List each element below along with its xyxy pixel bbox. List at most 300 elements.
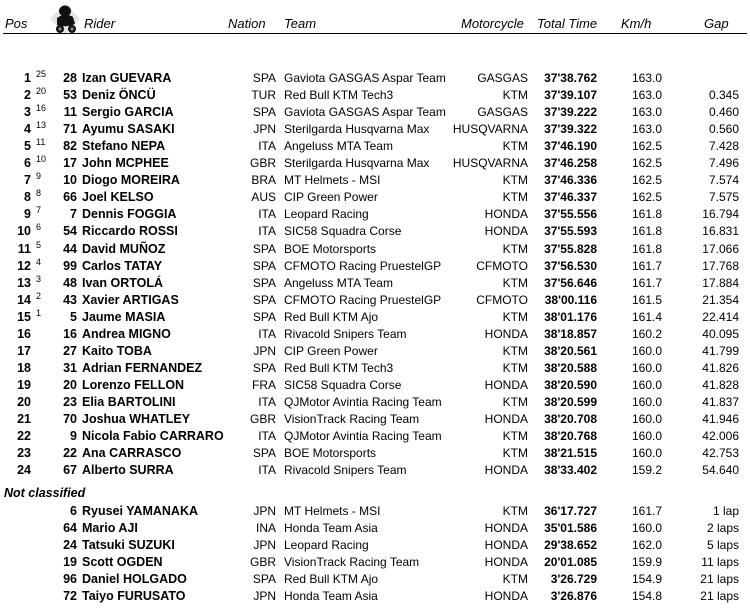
rider-number: 64: [63, 521, 77, 535]
motorcycle-brand: KTM: [502, 190, 528, 204]
gap-to-leader: 7.574: [708, 173, 739, 187]
row-position: 7: [24, 173, 31, 187]
gap-to-leader: 21 laps: [700, 589, 739, 603]
gap-to-leader: 16.831: [702, 224, 739, 238]
team-name: QJMotor Avintia Racing Team: [284, 395, 442, 409]
rider-name: Sergio GARCIA: [82, 105, 174, 119]
team-name: Honda Team Asia: [284, 589, 378, 603]
rider-nation: SPA: [252, 572, 276, 586]
average-speed: 162.5: [632, 156, 663, 170]
rider-name: Xavier ARTIGAS: [82, 293, 179, 307]
row-position: 18: [17, 361, 31, 375]
motorcycle-brand: KTM: [502, 504, 528, 518]
rider-name: Jaume MASIA: [82, 310, 166, 324]
gap-to-leader: 5 laps: [706, 538, 739, 552]
total-time: 36'17.727: [544, 504, 597, 518]
result-row: [0, 87, 750, 104]
team-name: Angeluss MTA Team: [284, 276, 393, 290]
results-header: [0, 0, 750, 40]
total-time: 35'01.586: [544, 521, 597, 535]
rider-number: 6: [70, 504, 77, 518]
row-position: 24: [17, 463, 31, 477]
rider-number: 9: [70, 429, 77, 443]
rider-nation: SPA: [252, 446, 276, 460]
motorcycle-brand: HONDA: [484, 224, 528, 238]
average-speed: 161.8: [632, 224, 663, 238]
rider-nation: SPA: [252, 276, 276, 290]
rider-name: Adrian FERNANDEZ: [82, 361, 203, 375]
average-speed: 160.0: [632, 412, 663, 426]
row-position: 8: [24, 190, 31, 204]
team-name: CIP Green Power: [284, 190, 378, 204]
rider-nation: AUS: [251, 190, 276, 204]
motorcycle-brand: KTM: [502, 361, 528, 375]
rider-name: Joshua WHATLEY: [82, 412, 191, 426]
result-row: [0, 326, 750, 343]
motorcycle-brand: HUSQVARNA: [452, 122, 528, 136]
gap-to-leader: 22.414: [702, 310, 739, 324]
motorcycle-brand: KTM: [502, 429, 528, 443]
total-time: 37'55.593: [544, 224, 597, 238]
motorcycle-brand: HONDA: [484, 521, 528, 535]
gap-to-leader: 16.794: [702, 207, 739, 221]
team-name: Red Bull KTM Tech3: [284, 88, 394, 102]
rider-name: Daniel HOLGADO: [82, 572, 187, 586]
rider-nation: INA: [255, 521, 276, 535]
motorcycle-brand: HUSQVARNA: [452, 156, 528, 170]
team-name: Rivacold Snipers Team: [284, 327, 407, 341]
row-position: 5: [24, 139, 31, 153]
row-position: 22: [17, 429, 31, 443]
rider-number: 7: [70, 207, 77, 221]
team-name: Leopard Racing: [284, 538, 369, 552]
rider-number: 5: [70, 310, 77, 324]
rider-nation: SPA: [252, 293, 276, 307]
team-name: BOE Motorsports: [284, 446, 377, 460]
gap-to-leader: 40.095: [702, 327, 739, 341]
header-total-time: Total Time: [537, 16, 598, 31]
total-time: 38'20.588: [544, 361, 597, 375]
average-speed: 160.0: [632, 344, 663, 358]
motorcycle-brand: HONDA: [484, 412, 528, 426]
team-name: Angeluss MTA Team: [284, 139, 393, 153]
rider-nation: TUR: [251, 88, 276, 102]
average-speed: 154.9: [632, 572, 663, 586]
motorcycle-brand: HONDA: [484, 327, 528, 341]
rider-nation: ITA: [258, 429, 276, 443]
team-name: VisionTrack Racing Team: [284, 412, 420, 426]
gap-to-leader: 41.826: [702, 361, 739, 375]
row-position: 15: [17, 310, 31, 324]
average-speed: 163.0: [632, 71, 663, 85]
rider-name: Stefano NEPA: [82, 139, 166, 153]
gap-to-leader: 17.884: [702, 276, 739, 290]
total-time: 38'00.116: [544, 293, 597, 307]
result-row: [0, 428, 750, 445]
result-row: [0, 241, 750, 258]
total-time: 38'20.708: [544, 412, 597, 426]
total-time: 38'20.561: [544, 344, 597, 358]
not-classified-row: [0, 520, 750, 537]
team-name: CFMOTO Racing PruestelGP: [284, 293, 442, 307]
result-row: [0, 70, 750, 87]
gap-to-leader: 11 laps: [701, 555, 739, 569]
rider-nation: JPN: [253, 538, 276, 552]
rider-name: Elia BARTOLINI: [82, 395, 176, 409]
total-time: 3'26.729: [550, 572, 597, 586]
team-name: Red Bull KTM Ajo: [284, 572, 379, 586]
total-time: 37'46.336: [544, 173, 597, 187]
result-row: [0, 189, 750, 206]
rider-name: Mario AJI: [82, 521, 138, 535]
total-time: 37'46.337: [544, 190, 597, 204]
motorcycle-brand: KTM: [502, 310, 528, 324]
header-gap: Gap: [704, 16, 729, 31]
rider-nation: SPA: [252, 361, 276, 375]
team-name: Rivacold Snipers Team: [284, 463, 407, 477]
result-row: [0, 138, 750, 155]
rider-number: 99: [63, 259, 77, 273]
gap-to-leader: 7.575: [708, 190, 739, 204]
row-position: 21: [17, 412, 31, 426]
average-speed: 159.2: [632, 463, 663, 477]
grid-position: 13: [36, 120, 47, 130]
gap-to-leader: 7.428: [708, 139, 739, 153]
result-row: [0, 292, 750, 309]
total-time: 38'20.768: [544, 429, 597, 443]
team-name: VisionTrack Racing Team: [284, 555, 420, 569]
gap-to-leader: 54.640: [702, 463, 739, 477]
row-position: 13: [17, 276, 31, 290]
row-position: 12: [17, 259, 31, 273]
average-speed: 160.0: [632, 521, 663, 535]
team-name: SIC58 Squadra Corse: [284, 378, 402, 392]
rider-nation: ITA: [258, 395, 276, 409]
rider-name: Tatsuki SUZUKI: [82, 538, 175, 552]
motorcycle-brand: KTM: [502, 344, 528, 358]
rider-nation: JPN: [253, 589, 276, 603]
row-position: 14: [17, 293, 31, 307]
rider-number: 70: [63, 412, 77, 426]
total-time: 20'01.085: [544, 555, 597, 569]
rider-name: Izan GUEVARA: [82, 71, 172, 85]
grid-position: 20: [36, 86, 47, 96]
rider-nation: ITA: [258, 463, 276, 477]
header-kmh: Km/h: [621, 16, 652, 31]
rider-number: 19: [63, 555, 77, 569]
row-position: 17: [17, 344, 31, 358]
total-time: 37'39.107: [544, 88, 597, 102]
grid-position: 16: [36, 103, 47, 113]
total-time: 37'38.762: [544, 71, 597, 85]
rider-name: Diogo MOREIRA: [82, 173, 180, 187]
motorcycle-brand: KTM: [502, 446, 528, 460]
rider-number: 71: [63, 122, 77, 136]
grid-position: 8: [36, 188, 42, 198]
total-time: 37'56.530: [544, 259, 597, 273]
total-time: 37'56.646: [544, 276, 597, 290]
gap-to-leader: 0.345: [708, 88, 739, 102]
rider-number: 66: [63, 190, 77, 204]
rider-nation: FRA: [252, 378, 276, 392]
rider-nation: BRA: [251, 173, 276, 187]
rider-number: 17: [63, 156, 77, 170]
result-row: [0, 394, 750, 411]
motorcycle-brand: KTM: [502, 276, 528, 290]
total-time: 38'20.590: [544, 378, 597, 392]
header-team: Team: [284, 16, 317, 31]
motorcycle-brand: HONDA: [484, 207, 528, 221]
total-time: 38'18.857: [544, 327, 597, 341]
header-pos: Pos: [5, 16, 28, 31]
rider-number: 11: [63, 105, 77, 119]
gap-to-leader: 17.066: [702, 242, 739, 256]
not-classified-row: [0, 554, 750, 571]
total-time: 37'55.828: [544, 242, 597, 256]
rider-nation: SPA: [252, 259, 276, 273]
result-row: [0, 462, 750, 479]
motorcycle-brand: HONDA: [484, 538, 528, 552]
grid-position: 3: [36, 274, 42, 284]
grid-position: 10: [36, 154, 47, 164]
rider-nation: ITA: [258, 224, 276, 238]
rider-nation: SPA: [252, 310, 276, 324]
team-name: Gaviota GASGAS Aspar Team: [284, 105, 446, 119]
average-speed: 162.5: [632, 173, 663, 187]
total-time: 37'39.222: [544, 105, 597, 119]
grid-position: 6: [36, 222, 42, 232]
average-speed: 162.0: [632, 538, 663, 552]
gap-to-leader: 42.006: [702, 429, 739, 443]
grid-position: 2: [36, 291, 42, 301]
rider-name: Nicola Fabio CARRARO: [82, 429, 224, 443]
total-time: 37'39.322: [544, 122, 597, 136]
rider-name: Ryusei YAMANAKA: [82, 504, 199, 518]
result-row: [0, 377, 750, 394]
result-row: [0, 258, 750, 275]
average-speed: 160.0: [632, 429, 663, 443]
rider-name: Kaito TOBA: [82, 344, 152, 358]
gap-to-leader: 0.460: [708, 105, 739, 119]
rider-name: Dennis FOGGIA: [82, 207, 177, 221]
rider-number: 16: [63, 327, 77, 341]
team-name: SIC58 Squadra Corse: [284, 224, 402, 238]
header-nation: Nation: [228, 16, 266, 31]
gap-to-leader: 41.828: [702, 378, 739, 392]
average-speed: 162.5: [632, 190, 663, 204]
result-row: [0, 309, 750, 326]
not-classified-label: Not classified: [4, 486, 86, 500]
team-name: MT Helmets - MSI: [284, 504, 381, 518]
motorcycle-brand: GASGAS: [477, 71, 528, 85]
row-position: 19: [17, 378, 31, 392]
result-row: [0, 445, 750, 462]
result-row: [0, 275, 750, 292]
average-speed: 162.5: [632, 139, 663, 153]
result-row: [0, 223, 750, 240]
rider-nation: SPA: [252, 71, 276, 85]
motorcycle-brand: KTM: [502, 88, 528, 102]
rider-nation: ITA: [258, 327, 276, 341]
gap-to-leader: 41.837: [702, 395, 739, 409]
rider-nation: JPN: [253, 122, 276, 136]
gap-to-leader: 41.799: [702, 344, 739, 358]
total-time: 38'20.599: [544, 395, 597, 409]
grid-position: 11: [36, 137, 46, 147]
motorcycle-brand: GASGAS: [477, 105, 528, 119]
team-name: Red Bull KTM Ajo: [284, 310, 379, 324]
row-position: 16: [17, 327, 31, 341]
not-classified-row: [0, 571, 750, 588]
gap-to-leader: 17.768: [702, 259, 739, 273]
motorcycle-brand: KTM: [502, 173, 528, 187]
average-speed: 161.5: [632, 293, 663, 307]
rider-name: John MCPHEE: [82, 156, 169, 170]
header-divider: [3, 33, 747, 34]
motorcycle-brand: CFMOTO: [476, 293, 528, 307]
motorcycle-brand: KTM: [502, 395, 528, 409]
rider-number: 48: [63, 276, 77, 290]
result-row: [0, 172, 750, 189]
row-position: 10: [17, 224, 31, 238]
motorcycle-brand: CFMOTO: [476, 259, 528, 273]
team-name: MT Helmets - MSI: [284, 173, 381, 187]
rider-name: Alberto SURRA: [82, 463, 174, 477]
average-speed: 161.7: [632, 504, 663, 518]
team-name: Sterilgarda Husqvarna Max: [284, 156, 430, 170]
average-speed: 161.7: [632, 259, 663, 273]
total-time: 37'46.258: [544, 156, 597, 170]
team-name: Gaviota GASGAS Aspar Team: [284, 71, 446, 85]
rider-name: David MUÑOZ: [82, 242, 166, 256]
grid-position: 4: [36, 257, 42, 267]
motorcycle-brand: KTM: [502, 572, 528, 586]
total-time: 29'38.652: [544, 538, 597, 552]
grid-position: 5: [36, 240, 42, 250]
row-position: 20: [17, 395, 31, 409]
team-name: Leopard Racing: [284, 207, 369, 221]
rider-number: 53: [63, 88, 77, 102]
rider-number: 82: [63, 139, 77, 153]
result-row: [0, 206, 750, 223]
team-name: BOE Motorsports: [284, 242, 377, 256]
rider-number: 67: [63, 463, 77, 477]
row-position: 2: [24, 88, 31, 102]
gap-to-leader: 21.354: [702, 293, 739, 307]
rider-number: 27: [63, 344, 77, 358]
average-speed: 161.4: [632, 310, 663, 324]
rider-name: Carlos TATAY: [82, 259, 163, 273]
header-motorcycle: Motorcycle: [461, 16, 524, 31]
rider-nation: JPN: [253, 504, 276, 518]
grid-position: 25: [36, 69, 47, 79]
rider-name: Lorenzo FELLON: [82, 378, 185, 392]
average-speed: 163.0: [632, 88, 663, 102]
motorcycle-rider-icon: [48, 2, 82, 36]
row-position: 4: [24, 122, 31, 136]
row-position: 3: [24, 105, 31, 119]
row-position: 1: [24, 71, 31, 85]
team-name: CIP Green Power: [284, 344, 378, 358]
rider-number: 24: [63, 538, 77, 552]
result-row: [0, 104, 750, 121]
average-speed: 154.8: [632, 589, 663, 603]
rider-nation: GBR: [249, 412, 276, 426]
gap-to-leader: 7.496: [708, 156, 739, 170]
gap-to-leader: 0.560: [708, 122, 739, 136]
average-speed: 161.8: [632, 207, 663, 221]
total-time: 37'46.190: [544, 139, 597, 153]
rider-nation: ITA: [258, 207, 276, 221]
row-position: 6: [24, 156, 31, 170]
rider-number: 28: [63, 71, 77, 85]
rider-number: 20: [63, 378, 77, 392]
rider-name: Deniz ÖNCÜ: [82, 88, 156, 102]
not-classified-row: [0, 588, 750, 605]
team-name: CFMOTO Racing PruestelGP: [284, 259, 442, 273]
rider-name: Taiyo FURUSATO: [82, 589, 186, 603]
row-position: 11: [17, 242, 31, 256]
average-speed: 163.0: [632, 105, 663, 119]
average-speed: 160.0: [632, 361, 663, 375]
rider-name: Riccardo ROSSI: [82, 224, 178, 238]
grid-position: 7: [36, 205, 42, 215]
average-speed: 160.2: [632, 327, 663, 341]
rider-name: Scott OGDEN: [82, 555, 163, 569]
gap-to-leader: 42.753: [702, 446, 739, 460]
total-time: 38'01.176: [544, 310, 597, 324]
team-name: Red Bull KTM Tech3: [284, 361, 394, 375]
average-speed: 160.0: [632, 378, 663, 392]
result-row: [0, 360, 750, 377]
rider-number: 23: [63, 395, 77, 409]
gap-to-leader: 21 laps: [700, 572, 739, 586]
average-speed: 160.0: [632, 446, 663, 460]
rider-number: 44: [63, 242, 77, 256]
gap-to-leader: 41.946: [702, 412, 739, 426]
motorcycle-brand: HONDA: [484, 555, 528, 569]
rider-nation: GBR: [249, 156, 276, 170]
average-speed: 160.0: [632, 395, 663, 409]
result-row: [0, 411, 750, 428]
motorcycle-brand: KTM: [502, 139, 528, 153]
motorcycle-brand: KTM: [502, 242, 528, 256]
result-row: [0, 121, 750, 138]
rider-nation: JPN: [253, 344, 276, 358]
rider-name: Joel KELSO: [82, 190, 154, 204]
header-rider: Rider: [84, 16, 116, 31]
rider-number: 31: [63, 361, 77, 375]
rider-nation: SPA: [252, 242, 276, 256]
rider-nation: ITA: [258, 139, 276, 153]
motorcycle-brand: HONDA: [484, 589, 528, 603]
row-position: 9: [24, 207, 31, 221]
total-time: 3'26.876: [550, 589, 597, 603]
not-classified-row: [0, 537, 750, 554]
average-speed: 159.9: [632, 555, 663, 569]
average-speed: 161.7: [632, 276, 663, 290]
team-name: QJMotor Avintia Racing Team: [284, 429, 442, 443]
gap-to-leader: 2 laps: [706, 521, 739, 535]
team-name: Sterilgarda Husqvarna Max: [284, 122, 430, 136]
total-time: 38'21.515: [544, 446, 597, 460]
gap-to-leader: 1 lap: [712, 504, 739, 518]
not-classified-row: [0, 503, 750, 520]
grid-position: 1: [36, 308, 42, 318]
total-time: 38'33.402: [544, 463, 597, 477]
rider-name: Ana CARRASCO: [82, 446, 182, 460]
rider-number: 72: [63, 589, 77, 603]
